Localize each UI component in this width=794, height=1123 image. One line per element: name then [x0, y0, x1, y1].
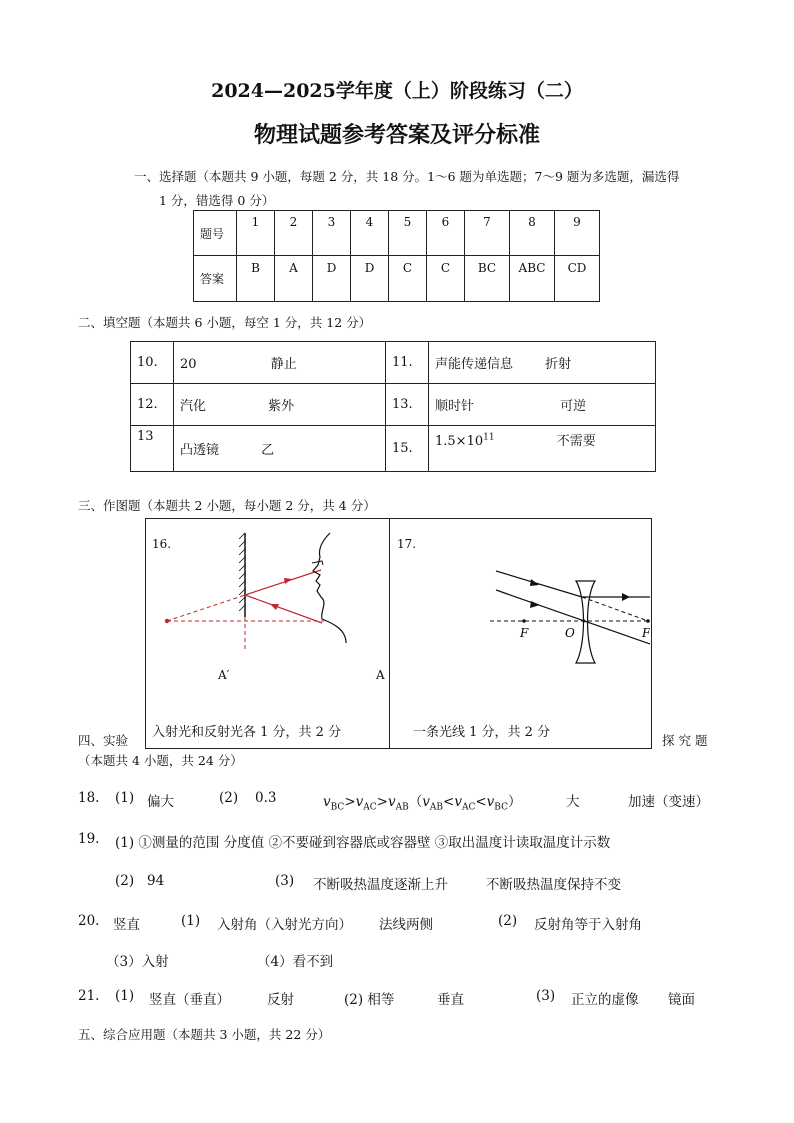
q17-diagram [390, 519, 650, 748]
q20-number: 20. [78, 913, 100, 929]
q17-label: 17. [397, 537, 417, 551]
section5-heading: 五、综合应用题（本题共 3 小题，共 22 分） [78, 1027, 331, 1042]
q20-answer1: 入射角（入射光方向） [217, 917, 352, 933]
answer-a: 声能传递信息 [435, 357, 514, 372]
q16-label: 16. [152, 537, 172, 551]
table-row [131, 342, 656, 384]
center-label: O [565, 626, 575, 640]
table-cell: 5 [389, 211, 427, 256]
subscript: AB [395, 802, 409, 813]
subscript: BC [330, 802, 345, 813]
table-row [194, 256, 600, 302]
q21-answer1: 竖直（垂直） [149, 992, 230, 1008]
q18-part1: (1) [115, 790, 135, 806]
answer-b: 静止 [270, 357, 297, 372]
focus-point [646, 619, 650, 623]
answer-a: 凸透镜 [180, 443, 220, 458]
eye-icon [312, 561, 323, 565]
answer-b: 折射 [545, 357, 572, 372]
choice-answer-table [193, 210, 600, 302]
var: v [486, 794, 495, 810]
section1-heading-cont: 1 分，错选得 0 分） [159, 193, 275, 208]
table-cell: 11. [386, 342, 429, 384]
table-cell: ABC [510, 256, 555, 302]
answer-exponent: 11 [483, 432, 495, 443]
q18-answer3: 大 [566, 794, 580, 810]
focus-right-label: F [642, 626, 650, 640]
q21-answer2b: 垂直 [437, 992, 464, 1008]
operator: > [344, 794, 356, 810]
arrow-icon [530, 579, 539, 586]
answer-b: 乙 [261, 443, 275, 458]
table-row [194, 211, 600, 256]
var: v [387, 794, 396, 810]
table-cell: D [351, 256, 389, 302]
table-cell: C [389, 256, 427, 302]
section4-heading-right: 探 究 题 [662, 733, 708, 748]
q21-answer1b: 反射 [267, 992, 294, 1008]
table-cell: 6 [427, 211, 465, 256]
q21-number: 21. [78, 988, 100, 1004]
section3-heading: 三、作图题（本题共 2 小题，每小题 2 分，共 4 分） [78, 498, 376, 513]
table-cell [174, 384, 386, 426]
fill-answer-table [130, 341, 656, 472]
table-cell: 15. [386, 426, 429, 472]
var: v [355, 794, 364, 810]
reflected-ray [245, 570, 321, 595]
extension-dashed [582, 597, 648, 621]
q19-part3: (3) [275, 873, 295, 889]
subscript: AC [363, 802, 377, 813]
q20-part1: (1) [181, 913, 201, 929]
table-cell: C [427, 256, 465, 302]
q19-answer4: 不断吸热温度保持不变 [486, 877, 621, 893]
answer-b: 紫外 [268, 399, 295, 414]
var: v [422, 794, 430, 810]
table-cell: 13 [131, 426, 174, 472]
focus-point [522, 619, 526, 623]
section2-heading: 二、填空题（本题共 6 小题，每空 1 分，共 12 分） [78, 315, 372, 330]
q19-answer3: 不断吸热温度逐渐上升 [313, 877, 448, 893]
drawing-box [145, 518, 652, 749]
q20-part2: (2) [498, 913, 518, 929]
q19-part2: (2) [115, 873, 135, 889]
q21-part2: (2) 相等 [344, 992, 395, 1008]
table-header-cell: 题号 [194, 211, 237, 256]
page-subtitle: 物理试题参考答案及评分标准 [253, 122, 540, 148]
table-cell: 13. [386, 384, 429, 426]
answer-b: 可逆 [560, 399, 587, 414]
table-cell: D [313, 256, 351, 302]
var: v [454, 794, 462, 810]
subscript: AB [429, 802, 443, 813]
q18-answer1: 偏大 [147, 794, 174, 810]
subscript: AC [461, 802, 476, 813]
table-cell [429, 426, 656, 472]
answer-a: 顺时针 [435, 399, 475, 414]
q18-relation [323, 790, 521, 813]
answer-a: 汽化 [180, 399, 207, 414]
q21-part1: (1) [115, 988, 135, 1004]
paren: ） [507, 794, 522, 810]
plane-mirror-icon [239, 533, 245, 617]
arrow-icon [530, 601, 540, 608]
q19-line1: (1) ①测量的范围 分度值 ②不要碰到容器底或容器壁 ③取出温度计读取温度计示数 [115, 835, 611, 851]
table-cell: 1 [237, 211, 275, 256]
table-cell: 9 [555, 211, 600, 256]
var: v [323, 794, 331, 810]
q21-part3: (3) [536, 988, 556, 1004]
table-row [131, 426, 656, 472]
answer-a [435, 434, 495, 449]
table-cell: CD [555, 256, 600, 302]
virtual-ray [167, 595, 245, 621]
focus-left-label: F [520, 626, 529, 640]
arrow-icon [622, 593, 630, 601]
incident-ray [245, 595, 322, 623]
q18-answer2: 0.3 [255, 790, 277, 806]
q16-image-label: A′ [218, 668, 230, 682]
q20-answer2: 反射角等于入射角 [534, 917, 642, 933]
arrow-icon [284, 578, 292, 584]
table-cell: 12. [131, 384, 174, 426]
q20-answer0: 竖直 [113, 917, 140, 933]
table-cell [429, 384, 656, 426]
section4-subheading: （本题共 4 小题，共 24 分） [78, 753, 243, 768]
table-cell: B [237, 256, 275, 302]
table-row [131, 384, 656, 426]
table-cell: 7 [465, 211, 510, 256]
q19-number: 19. [78, 831, 100, 847]
operator: > [376, 794, 388, 810]
table-cell: 3 [313, 211, 351, 256]
table-header-cell: 答案 [194, 256, 237, 302]
section4-heading: 四、实验 [78, 733, 129, 748]
image-point [165, 619, 169, 623]
subscript: BC [494, 802, 508, 813]
table-cell [174, 342, 386, 384]
q18-part2: (2) [219, 790, 239, 806]
q20-answer1b: 法线两侧 [379, 917, 433, 933]
q16-score: 入射光和反射光各 1 分，共 2 分 [152, 725, 342, 740]
q21-answer3b: 镜面 [668, 992, 695, 1008]
table-cell: 2 [275, 211, 313, 256]
q16-right-label: A [376, 668, 385, 682]
q20-part4: （4）看不到 [257, 954, 334, 970]
answer-b: 不需要 [556, 434, 596, 449]
answer-base: 1.5×10 [435, 434, 484, 449]
incident-ray-1 [496, 571, 582, 597]
section1-heading: 一、选择题（本题共 9 小题，每题 2 分，共 18 分。1～6 题为单选题；7～9 题为多选题，漏选得 [134, 169, 680, 184]
table-cell: 10. [131, 342, 174, 384]
operator: < [443, 794, 455, 810]
q18-answer4: 加速（变速） [628, 794, 709, 810]
face-profile-icon [313, 533, 346, 643]
q18-number: 18. [78, 790, 100, 806]
q17-score: 一条光线 1 分，共 2 分 [413, 725, 551, 740]
q16-diagram [146, 519, 389, 748]
table-cell [174, 426, 386, 472]
table-cell: BC [465, 256, 510, 302]
operator: < [475, 794, 487, 810]
table-cell: 4 [351, 211, 389, 256]
optical-center [583, 620, 586, 623]
q19-answer2: 94 [147, 873, 165, 889]
table-cell [429, 342, 656, 384]
table-cell: A [275, 256, 313, 302]
table-cell: 8 [510, 211, 555, 256]
q20-part3: （3）入射 [106, 954, 169, 970]
paren: （ [408, 794, 423, 810]
page-title: 2024—2025学年度（上）阶段练习（二） [211, 80, 583, 102]
q21-answer3: 正立的虚像 [571, 992, 639, 1008]
answer-a: 20 [180, 357, 197, 372]
